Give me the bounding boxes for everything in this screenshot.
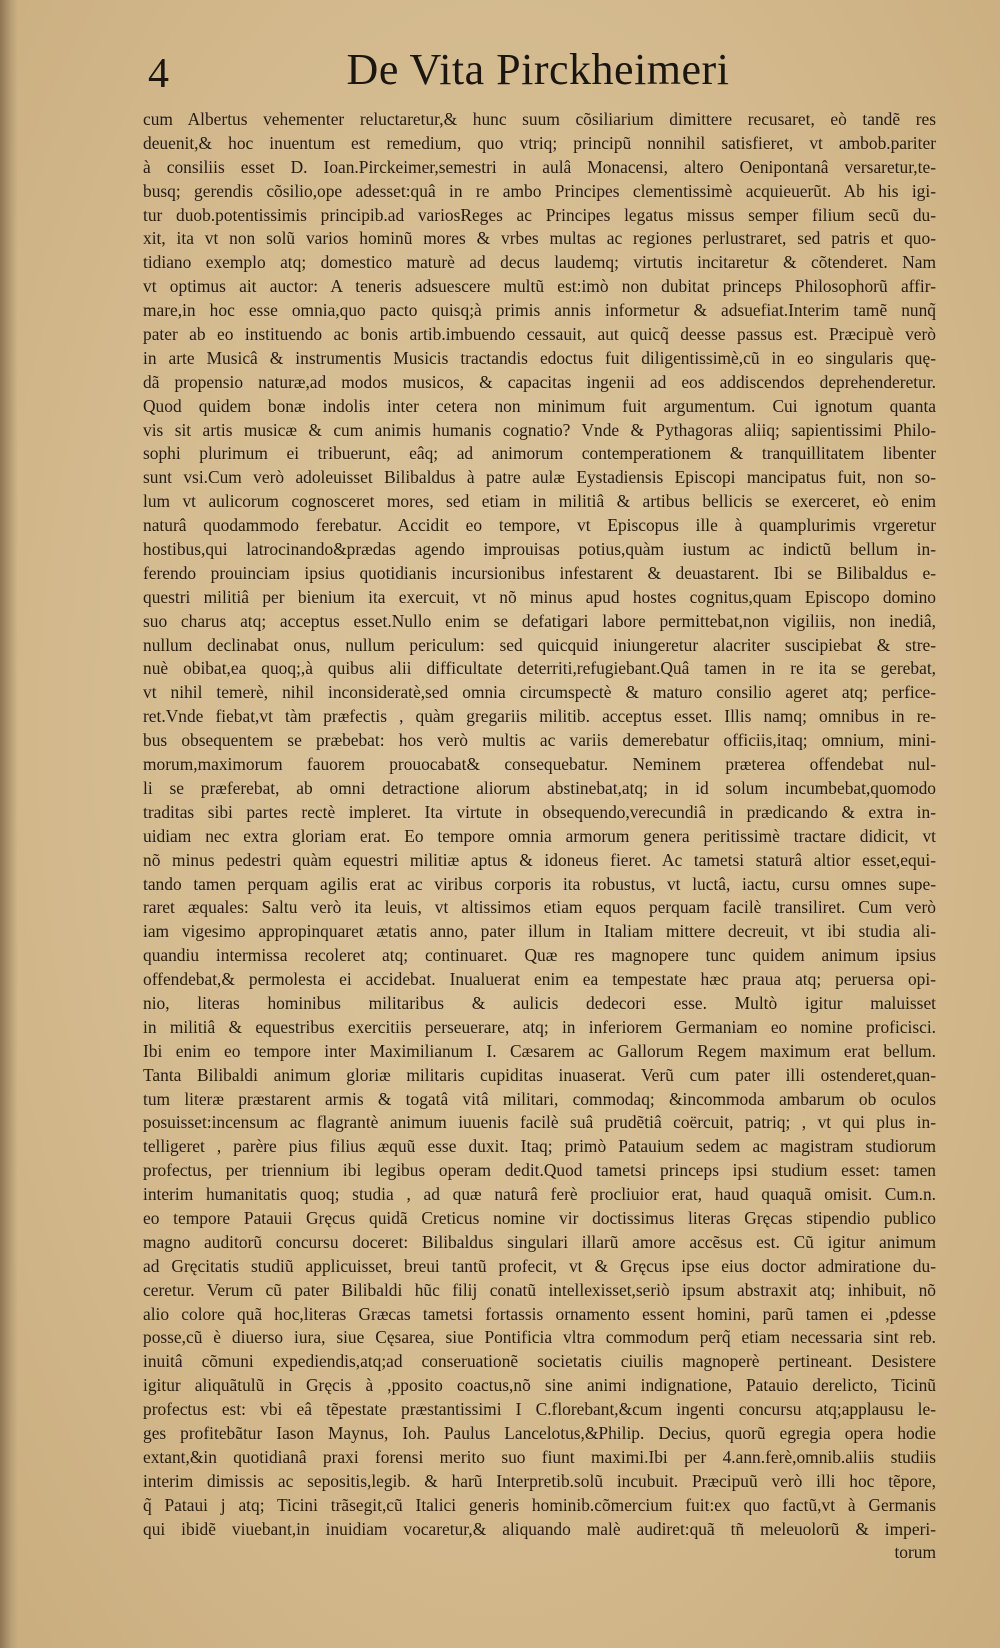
text-line: q̃ Pataui j atq; Ticini trãsegit,cũ Italici generis hominib.cõmercium fuit:ex quo factũ,vt à Germanis [143,1494,936,1515]
text-line: mare,in hoc esse omnia,quo pacto quisq;à primis annis informetur & adsuefiat.Interim tamẽ nunq̃ [143,300,936,321]
text-line: posuisset:incensum ac flagrantè animum iuuenis facilè suâ prudẽtiâ coërcuit, patriq; , vt qui plus in- [143,1112,936,1133]
text-line: ferendo prouinciam ipsius quotidianis incursionibus infestarent & deuastarent. Ibi se Bilibaldus e- [143,562,936,583]
text-line: tum literæ præstarent armis & togatâ vitâ militari, commodaq; &incommoda ambarum ob oculos [143,1088,936,1109]
body-text [143,108,936,1565]
text-line: Tanta Bilibaldi animum gloriæ militaris cupiditas inuaserat. Verũ cum pater illi ostenderet,quan- [143,1064,936,1085]
text-line: ges profitebãtur Iason Maynus, Ioh. Paulus Lancelotus,&Philip. Decius, quorũ egregia opera hodie [143,1422,936,1443]
text-line: profectus est: vbi eâ tẽpestate præstantissimi I C.florebant,&cum ingenti concursu atq;applausu le- [143,1399,936,1420]
text-line: naturâ quodammodo ferebatur. Accidit eo tempore, vt Episcopus ille à quamplurimis vrgeretur [143,515,936,536]
text-line: magno auditorũ concursu doceret: Bilibaldus singulari illarũ amore accẽsus est. Cũ igitur animum [143,1231,936,1252]
text-line: suo charus atq; acceptus esset.Nullo enim se defatigari labore permittebat,non vigiliis, non inediâ, [143,610,936,631]
text-line: sunt vsi.Cum verò adoleuisset Bilibaldus à patre aulæ Eystadiensis Episcopi mancipatus fuit, non so- [143,467,936,488]
text-line: ceretur. Verum cũ pater Bilibaldi hũc filij conatũ intellexisset,seriò ipsum abstraxit atq; inhibuit, nõ [143,1279,936,1300]
text-line: ad Gręcitatis studiũ applicuisset, breui tantũ profecit, vt & Gręcus ipse eius doctor admiratione du- [143,1255,936,1276]
text-line: vis sit artis musicæ & cum animis humanis cognatio? Vnde & Pythagoras aliiq; sapientissimi Philo- [143,419,936,440]
text-line: raret æquales: Saltu verò ita leuis, vt altissimos etiam equos perquam facilè transiliret. Cum verò [143,897,936,918]
text-line: extant,&in quotidianâ praxi forensi merito suo fiunt maximi.Ibi per 4.ann.ferè,omnib.aliis studiis [143,1446,936,1467]
text-line: nuè obibat,ea quoq;,à quibus alii difficultate deterriti,refugiebant.Quâ tamen in re ita se gerebat, [143,658,936,679]
page-number: 4 [148,51,169,97]
text-line: li se præferebat, ab omni detractione aliorum abstinebat,atq; in id solum incumbebat,quomodo [143,777,936,798]
text-line: bus obsequentem se præbebat: hos verò multis ac variis demerebatur officiis,itaq; omnium, mini- [143,730,936,751]
page-header [148,44,928,100]
text-line: inuitâ cõmuni expediendis,atq;ad conseruationẽ societatis ciuilis magnoperè pertineant. Desistere [143,1351,936,1372]
text-line: profectus, per triennium ibi legibus operam dedit.Quod tametsi princeps ipsi studium esset: tamen [143,1160,936,1181]
text-line: pater ab eo instituendo ac bonis artib.imbuendo cessauit, aut quicq̃ deesse passus est. Præcipuè verò [143,324,936,345]
text-line: eo tempore Patauii Gręcus quidã Creticus nomine vir doctissimus literas Gręcas stipendio publico [143,1207,936,1228]
text-line: in militiâ & equestribus exercitiis perseuerare, atq; in inferiorem Germaniam eo nomine proficisci. [143,1016,936,1037]
text-line: Quod quidem bonæ indolis inter cetera non minimum fuit argumentum. Cui ignotum quanta [143,395,936,416]
text-line: interim humanitatis quoq; studia , ad quæ naturâ ferè procliuior erat, haud quaquã omisit. Cum.n. [143,1184,936,1205]
text-line: alio colore quã hoc,literas Græcas tametsi fortassis ornamento essent homini, parũ tamen ei ,pdesse [143,1303,936,1324]
text-line: vt nihil temerè, nihil inconsideratè,sed omnia circumspectè & maturo consilio ageret atq; perfice- [143,682,936,703]
text-line: hostibus,qui latrocinando&prædas agendo improuisas potius,quàm iustum ac indictũ bellum in- [143,539,936,560]
text-line: sophi plurimum ei tribuerunt, eâq; ad animorum contemperationem & tranquillitatem libenter [143,443,936,464]
text-line: morum,maximorum fauorem prouocabat& consequebatur. Neminem præterea offendebat nul- [143,754,936,775]
text-line: iam vigesimo appropinquaret ætatis anno, pater illum in Italiam mittere decreuit, vt ibi studia ali- [143,921,936,942]
text-line: tur duob.potentissimis principib.ad variosReges ac Principes legatus missus semper filium secũ du- [143,204,936,225]
text-line: tando tamen perquam agilis erat ac viribus corporis ita robustus, vt luctâ, iactu, cursu omnes supe- [143,873,936,894]
text-line: tidiano exemplo atq; domestico maturè ad decus laudemq; virtutis incitaretur & cõtenderet. Nam [143,252,936,273]
text-line: nõ minus pedestri quàm equestri militiæ aptus & idoneus fieret. Ac tametsi staturâ altior esset,equi- [143,849,936,870]
text-line: telligeret , parère pius filius æquũ esse duxit. Itaq; primò Patauium sedem ac magistram studiorum [143,1136,936,1157]
text-line: busq; gerendis cõsilio,ope adesset:quâ in re ambo Principes clementissimè acquieuerũt. Ab his igi- [143,180,936,201]
page-gutter-shadow [0,0,18,1648]
text-line: deuenit,& hoc inuentum est remedium, quo vtriq; principũ nonnihil satisfieret, vt ambob.pariter [143,132,936,153]
text-line: igitur aliquãtulũ in Gręcis à ,pposito coactus,nõ sine animi indignatione, Patauio derelicto, Ticinũ [143,1375,936,1396]
text-line: nullum declinabat onus, nullum periculum: sed quicquid iniungeretur alacriter suscipiebat & stre- [143,634,936,655]
text-line: Ibi enim eo tempore inter Maximilianum I. Cæsarem ac Gallorum Regem maximum erat bellum. [143,1040,936,1061]
text-line: in arte Musicâ & instrumentis Musicis tractandis edoctus fuit diligentissimè,cũ in eo singularis quę- [143,347,936,368]
text-line: nio, literas hominibus militaribus & aulicis dedecori esse. Multò igitur maluisset [143,992,936,1013]
text-line: lum vt aulicorum cognosceret mores, sed etiam in militiâ & artibus bellicis se exerceret, eò enim [143,491,936,512]
text-line: uidiam nec extra gloriam erat. Eo tempore omnia armorum genera peritissimè tractare didicit, vt [143,825,936,846]
text-line: interim dimissis ac sepositis,legib. & harũ Interpretib.solũ incubuit. Præcipuũ verò illi hoc tẽpore, [143,1470,936,1491]
text-line: questri militiâ per bienium ita exercuit, vt nõ minus apud hostes cognitus,quam Episcopo domino [143,586,936,607]
text-line: quandiu intermissa recoleret atq; continuaret. Quæ res magnopere tunc quidem animum ipsius [143,945,936,966]
text-line: cum Albertus vehementer reluctaretur,& hunc suum cõsiliarium dimittere recusaret, eò tandẽ res [143,109,936,129]
text-line: à consiliis esset D. Ioan.Pirckeimer,semestri in aulâ Monacensi, altero Oenipontanâ versaretur,te- [143,156,936,177]
text-line: ret.Vnde fiebat,vt tàm præfectis , quàm gregariis militib. acceptus esset. Illis namq; omnibus in re- [143,706,936,727]
text-line: vt optimus ait auctor: A teneris adsuescere multũ est:imò non dubitat princeps Philosophorũ affir- [143,276,936,297]
text-line: xit, ita vt non solũ varios hominũ mores & vrbes multas ac regiones perlustraret, sed patris et quo- [143,228,936,249]
running-title: De Vita Pirckheimeri [346,45,730,94]
text-line: dã propensio naturæ,ad modos musicos, & capacitas ingenii ad eos addiscendos deprehenderetur. [143,371,936,392]
text-line: qui ibidẽ viuebant,in inuidiam vocaretur,& aliquando malè audiret:quã tñ meleuolorũ & imperi- [143,1518,936,1539]
text-line: traditas sibi partes rectè impleret. Ita virtute in obsequendo,verecundiâ in prædicando & extra in- [143,801,936,822]
text-line: offendebat,& permolesta ei accidebat. Inualuerat enim ea tempestate hæc praua atq; peruersa opi- [143,969,936,990]
text-line: posse,cũ è diuerso iura, siue Cęsarea, siue Pontificia vltra commodum perq̃ etiam necessaria sint reb. [143,1327,936,1348]
text-line: torum [894,1542,936,1563]
